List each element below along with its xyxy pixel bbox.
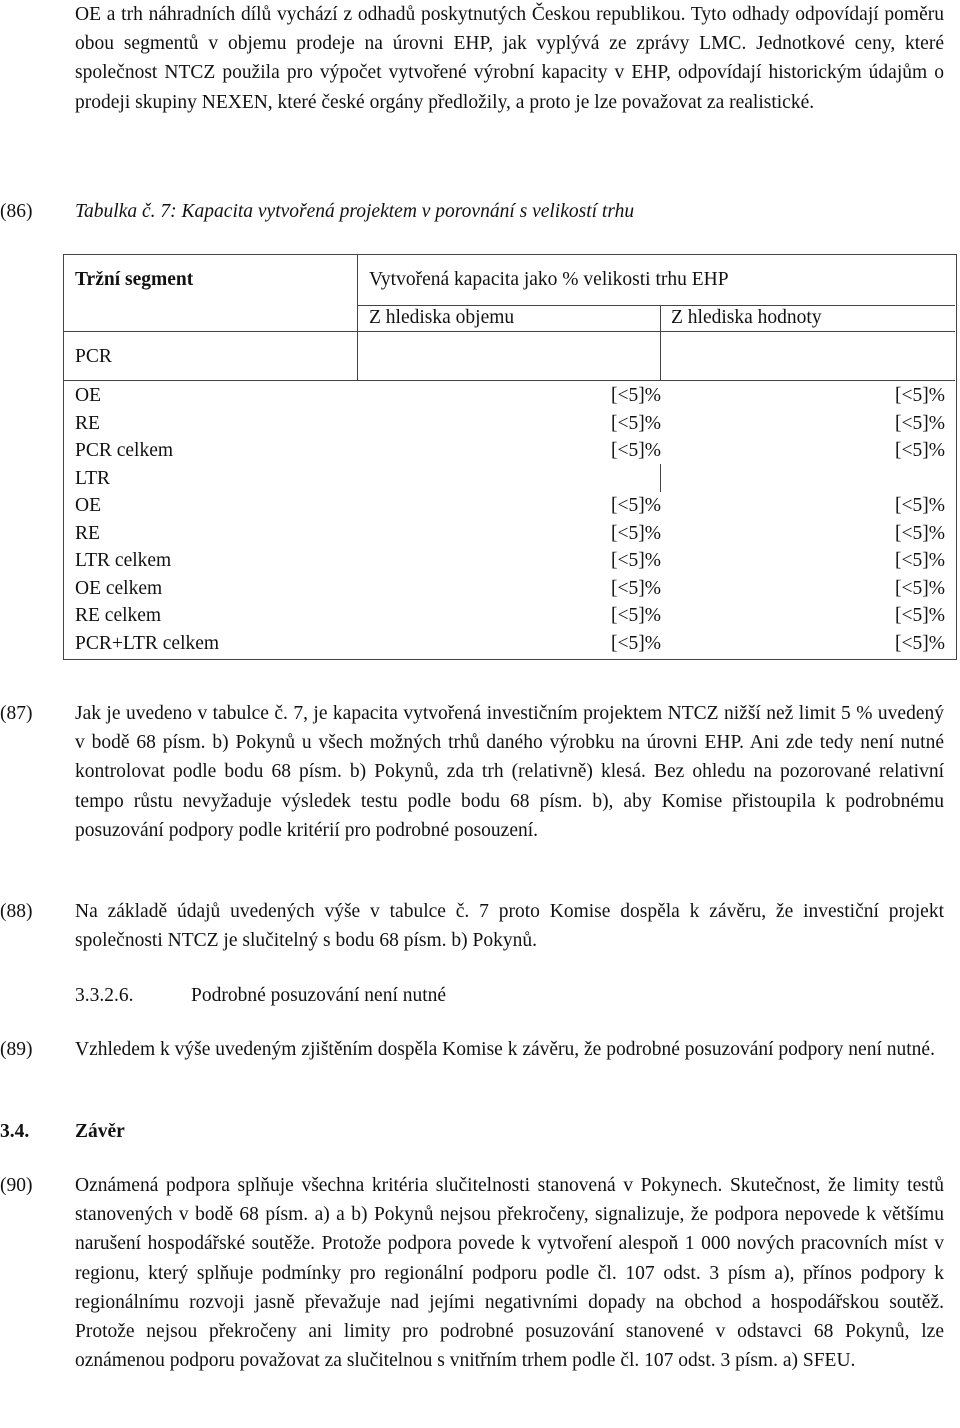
- table-row: [63, 465, 957, 493]
- table-row: [63, 382, 957, 410]
- subsection-title: Podrobné posuzování není nutné: [191, 985, 447, 1006]
- header-sub-bottom-line: [357, 331, 955, 332]
- row-volume: [<5]%: [611, 632, 661, 654]
- group-pcr: PCR: [75, 346, 112, 367]
- table-row: [63, 575, 957, 603]
- paragraph-88: Na základě údajů uvedených výše v tabulce č. 7 proto Komise dospěla k závěru, že investiční projekt společnosti NTCZ je slučitelný s bodu 68 písm. b) Pokynů.: [75, 901, 944, 952]
- row-label: OE: [75, 495, 101, 516]
- header-capacity: Vytvořená kapacita jako % velikosti trhu EHP: [369, 269, 729, 290]
- paragraph-number-88: (88): [0, 901, 33, 922]
- row-label: PCR celkem: [75, 440, 174, 461]
- row-volume: [<5]%: [611, 495, 661, 516]
- table-caption: Tabulka č. 7: Kapacita vytvořená projektem v porovnání s velikostí trhu: [75, 201, 635, 222]
- row-label: LTR: [75, 467, 111, 489]
- row-volume: [<5]%: [611, 550, 661, 571]
- header-divider-left: [357, 254, 358, 380]
- row-label: RE: [75, 522, 100, 544]
- row-value: [<5]%: [895, 577, 945, 599]
- row-value: [<5]%: [895, 385, 945, 406]
- row-value: [<5]%: [895, 440, 945, 461]
- row-label: OE: [75, 385, 101, 406]
- paragraph-number-89: (89): [0, 1039, 33, 1060]
- section-number: 3.4.: [0, 1121, 30, 1142]
- header-divider-mid: [660, 305, 661, 380]
- row-volume: [<5]%: [611, 522, 661, 544]
- table-row: [63, 410, 957, 438]
- header-subline: [357, 305, 955, 306]
- table-row: [63, 492, 957, 520]
- table-row: [63, 520, 957, 548]
- paragraph-number-86: (86): [0, 201, 33, 222]
- row-volume: [<5]%: [611, 605, 661, 626]
- paragraph-number-87: (87): [0, 703, 33, 724]
- subsection-number: 3.3.2.6.: [75, 985, 134, 1006]
- row-volume: [<5]%: [611, 412, 661, 434]
- row-value: [<5]%: [895, 522, 945, 544]
- row-volume: [<5]%: [611, 385, 661, 406]
- row-volume: [<5]%: [611, 577, 661, 599]
- paragraph-89: Vzhledem k výše uvedeným zjištěním dospěla Komise k závěru, že podrobné posuzování podpory není nutné.: [75, 1039, 935, 1060]
- header-market-segment: Tržní segment: [75, 269, 194, 290]
- paragraph-number-90: (90): [0, 1175, 33, 1196]
- row-value: [<5]%: [895, 632, 945, 654]
- paragraph-87: Jak je uvedeno v tabulce č. 7, je kapacita vytvořená investičním projektem NTCZ nižší než limit 5 % uvedený v bodě 68 písm. b) Pokynů u všech možných trhů daného výrobku na úrovni EHP. Ani zde tedy není nutné kontrolovat podle bodu 68 písm. b) Pokynů, zda trh (relativně) klesá. Bez ohledu na pozorované relativní tempo růstu nevyžaduje výsledek testu podle bodu 68 písm. b), aby Komise přistoupila k podrobnému posuzování podpory podle kritérií pro podrobné posouzení.: [75, 703, 944, 841]
- capacity-table: [63, 254, 957, 660]
- header-volume: Z hlediska objemu: [369, 307, 515, 328]
- row-value: [<5]%: [895, 495, 945, 516]
- table-row: [63, 630, 957, 658]
- header-bottom-line: [63, 380, 955, 381]
- header-segment-line: [63, 331, 357, 332]
- row-label: RE: [75, 412, 100, 434]
- row-label: RE celkem: [75, 605, 162, 626]
- row-value: [<5]%: [895, 605, 945, 626]
- row-label: PCR+LTR celkem: [75, 632, 220, 654]
- table-row: [63, 547, 957, 575]
- row-label: OE celkem: [75, 577, 163, 599]
- section-title: Závěr: [75, 1121, 125, 1142]
- paragraph-90: Oznámená podpora splňuje všechna kritéria slučitelnosti stanovená v Pokynech. Skutečnost, že limity testů stanovených v bodě 68 písm. a) a b) Pokynů nejsou překročeny, signalizuje, že podpora nepovede k většímu narušení hospodářské soutěže. Protože podpora povede k vytvoření alespoň 1 000 nových pracovních míst v regionu, který splňuje podmínky pro regionální podporu podle čl. 107 odst. 3 písm a), přínos podpory k regionálnímu rozvoji jasně převažuje nad jejími negativními dopady na obchod a hospodářskou soutěž. Protože nejsou překročeny ani limity pro podrobné posuzování stanovené v odstavci 68 Pokynů, lze oznámenou podporu považovat za slučitelnou s vnitřním trhem podle čl. 107 odst. 3 písm. a) SFEU.: [75, 1175, 944, 1372]
- row-volume: [<5]%: [611, 440, 661, 461]
- intro-paragraph: OE a trh náhradních dílů vychází z odhadů poskytnutých Českou republikou. Tyto odhady odpovídají poměru obou segmentů v objemu prodeje na úrovni EHP, jak vyplývá ze zprávy LMC. Jednotkové ceny, které společnost NTCZ použila pro výpočet vytvořené výrobní kapacity v EHP, odpovídají historickým údajům o prodeji skupiny NEXEN, které české orgány předložily, a proto je lze považovat za realistické.: [75, 4, 944, 113]
- header-value: Z hlediska hodnoty: [671, 307, 822, 328]
- row-value: [<5]%: [895, 412, 945, 434]
- table-row: [63, 437, 957, 465]
- row-value: [<5]%: [895, 550, 945, 571]
- row-label: LTR celkem: [75, 550, 172, 571]
- table-row: [63, 602, 957, 630]
